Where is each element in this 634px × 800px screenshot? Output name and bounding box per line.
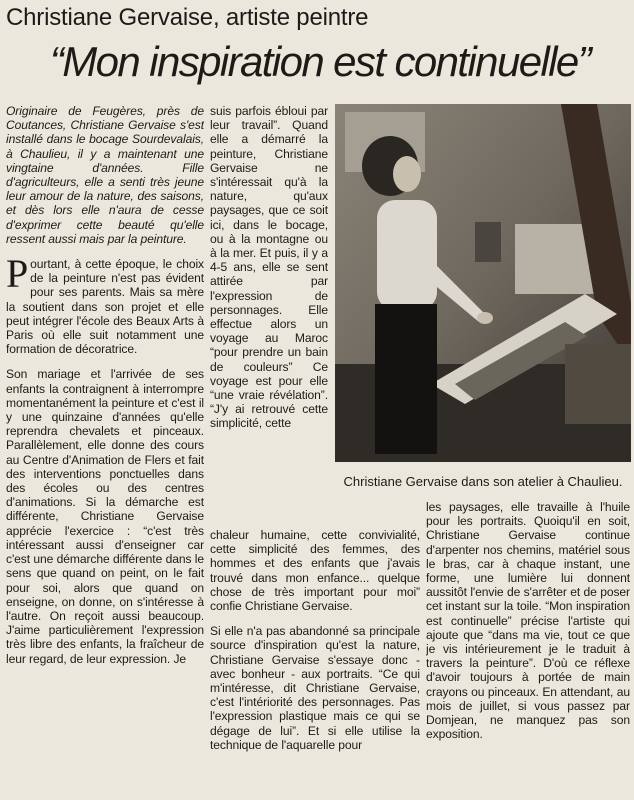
column-4	[426, 500, 630, 796]
column-1	[6, 104, 204, 796]
photo-caption: Christiane Gervaise dans son atelier à Chaulieu.	[343, 474, 623, 489]
column-3-paragraph-1: chaleur humaine, cette convivialité, cette simplicité des femmes, des hommes et des enfants que j'avais trouvé dans mon enfance... quelque chose de très important pour moi” confie Christiane Gervaise.	[210, 528, 420, 614]
column-2-text: suis parfois ébloui par leur travail”. Quand elle a démarré la peinture, Christiane Gervaise ne s'intéressait qu'à la nature, qu'aux paysages, que ce soit ici, dans le bocage, ou à la montagne ou à la mer. Et puis, il y a 4-5 ans, elle se sent attirée par l'expression de personnages. Elle effectue alors un voyage au Maroc “pour prendre un bain de couleurs” Ce voyage est pour elle “une vraie révélation”. “J'y ai retrouvé cette simplicité, cette	[210, 104, 328, 431]
artist-in-studio-image	[335, 104, 631, 462]
paragraph-1-text: ourtant, à cette époque, le choix de la peinture n'est pas évident pour ses parents. Mais sa mère la soutient dans son projet et elle peut intégrer l'école des Beaux Arts à Paris où elle suit notamment une formation de décoratrice.	[6, 257, 204, 357]
drop-cap: P	[6, 251, 29, 297]
column-4-text: les paysages, elle travaille à l'huile pour les portraits. Quoiqu'il en soit, Christiane Gervaise continue d'arpenter nos chemins, matériel sous le bras, car à chaque instant, une forme, une lumière lui donnent aussitôt l'envie de s'arrêter et de poser cet instant sur la toile. “Mon inspiration est continuelle” précise l'artiste qui ajoute que “dans ma vie, tout ce que je vis intérieurement je le traduit à travers la peinture”. D'où ce réflexe d'avoir toujours à portée de main crayons ou pinceaux. En attendant, au mois de juillet, si vous passez par Domjean, ne manquez pas son exposition.	[426, 500, 630, 742]
article-kicker: Christiane Gervaise, artiste peintre	[6, 4, 369, 31]
article-headline: “Mon inspiration est continuelle”	[49, 38, 591, 85]
lead-paragraph: Originaire de Feugères, près de Coutances, Christiane Gervaise s'est installé dans le bocage Sourdevalais, à Chaulieu, il y a maintenant une vingtaine d'années. Fille d'agriculteurs, elle a senti très jeune leur amour de la nature, des saisons, et dès lors elle n'aura de cesse d'exprimer cette beauté qu'elle ressent aussi mais par la peinture.	[6, 104, 204, 246]
paragraph-2: Son mariage et l'arrivée de ses enfants la contraignent à interrompre momentanément la peinture et c'est il y une quinzaine d'années qu'elle reprendra chevalets et pinceaux. Parallèlement, elle donne des cours au Centre d'Animation de Flers et fait des interventions ponctuelles dans des écoles ou des centres d'animations. Si la démarche est différente, Christiane Gervaise apprécie l'exercice : “c'est très intéressant aussi d'enseigner car c'est une démarche différente dans le sens que quand on peint, on le fait pour soi, alors que quand on enseigne, on donne, on s'intéresse à l'autre. On reçoit aussi beaucoup. J'aime particulièrement l'expression très libre des enfants, la fraîcheur de leur regard, de leur expression. Je	[6, 367, 204, 666]
article-photo	[335, 104, 631, 462]
column-3	[210, 528, 420, 796]
paragraph-1	[6, 251, 204, 357]
column-2	[210, 104, 328, 516]
column-3-paragraph-2: Si elle n'a pas abandonné sa principale source d'inspiration qu'est la nature, Christiane Gervaise s'essaye donc - avec bonheur - aux portraits. “Ce qui m'intéresse, dit Christiane Gervaise, c'est l'intériorité des personnages. Pas l'expression plastique mais ce qui se dégage de lui”. Et si elle utilise la technique de l'aquarelle pour	[210, 624, 420, 752]
